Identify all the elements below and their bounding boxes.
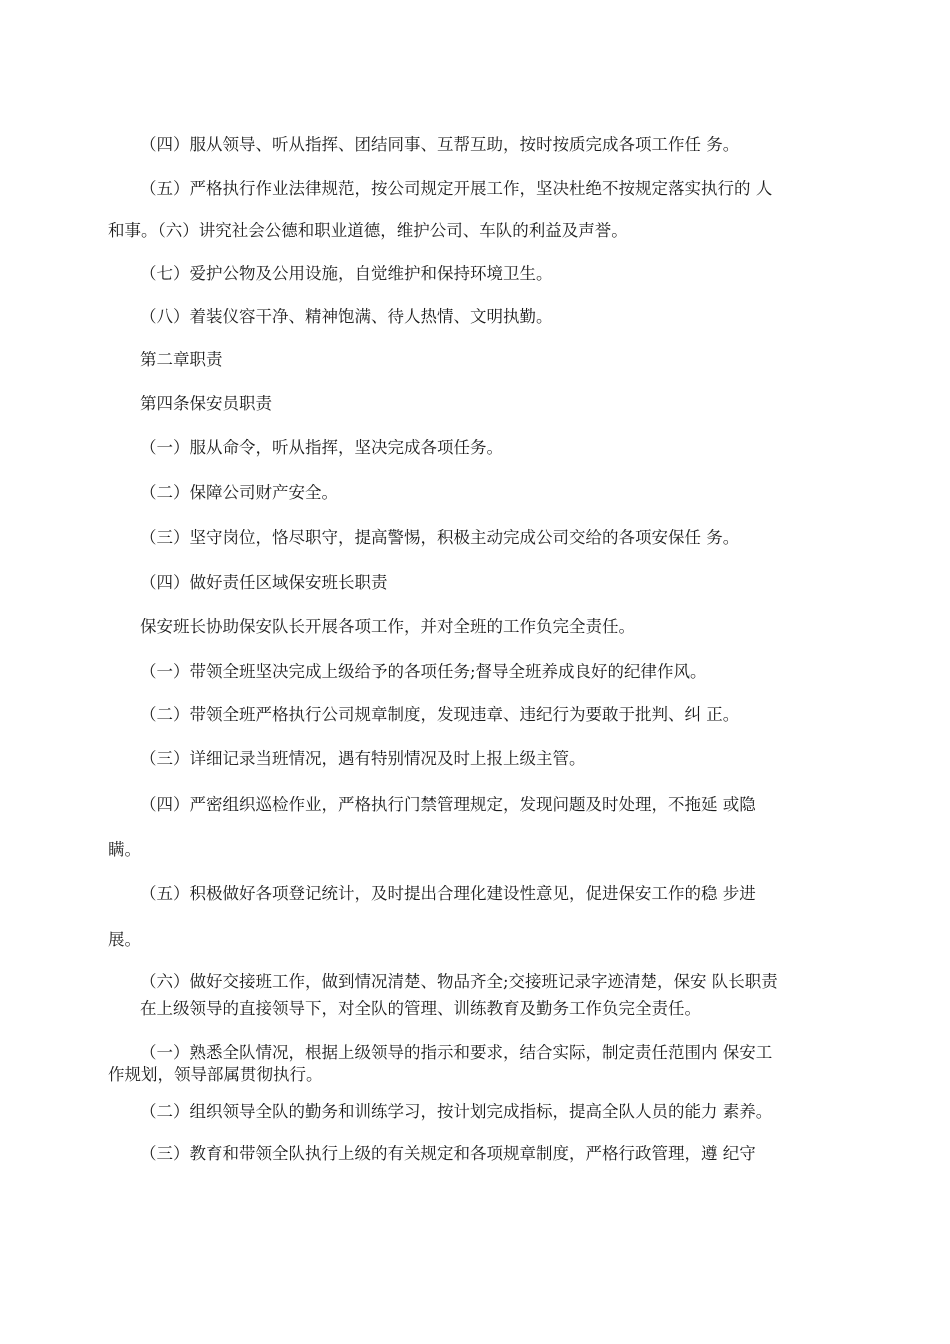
paragraph-line: （一）熟悉全队情况，根据上级领导的指示和要求，结合实际，制定责任范围内 保安工 bbox=[140, 1043, 773, 1062]
paragraph-line: （二）带领全班严格执行公司规章制度，发现违章、违纪行为要敢于批判、纠 正。 bbox=[140, 705, 740, 724]
paragraph-line: 作规划，领导部属贯彻执行。 bbox=[108, 1065, 323, 1084]
paragraph-line: （五）积极做好各项登记统计，及时提出合理化建设性意见，促进保安工作的稳 步进 bbox=[140, 884, 756, 903]
paragraph-line: 瞒。 bbox=[108, 840, 141, 859]
paragraph-line: （三）教育和带领全队执行上级的有关规定和各项规章制度，严格行政管理，遵 纪守 bbox=[140, 1144, 756, 1163]
chapter-heading: 第二章职责 bbox=[140, 350, 223, 369]
paragraph-line: （二）组织领导全队的勤务和训练学习，按计划完成指标，提高全队人员的能力 素养。 bbox=[140, 1102, 773, 1121]
paragraph-line: 在上级领导的直接领导下，对全队的管理、训练教育及勤务工作负完全责任。 bbox=[140, 999, 701, 1018]
paragraph-line: （三）坚守岗位，恪尽职守，提高警惕，积极主动完成公司交给的各项安保任 务。 bbox=[140, 528, 740, 547]
paragraph-line: 和事。（六）讲究社会公德和职业道德，维护公司、车队的利益及声誉。 bbox=[108, 221, 628, 240]
paragraph-line: （二）保障公司财产安全。 bbox=[140, 483, 338, 502]
paragraph-line: （一）服从命令，听从指挥，坚决完成各项任务。 bbox=[140, 438, 503, 457]
paragraph-line: （四）严密组织巡检作业，严格执行门禁管理规定，发现问题及时处理，不拖延 或隐 bbox=[140, 795, 756, 814]
paragraph-line: （一）带领全班坚决完成上级给予的各项任务;督导全班养成良好的纪律作风。 bbox=[140, 662, 707, 681]
paragraph-line: 保安班长协助保安队长开展各项工作，并对全班的工作负完全责任。 bbox=[140, 617, 635, 636]
article-heading: 第四条保安员职责 bbox=[140, 394, 272, 413]
paragraph-line: （七）爱护公物及公用设施，自觉维护和保持环境卫生。 bbox=[140, 264, 553, 283]
paragraph-line: （五）严格执行作业法律规范，按公司规定开展工作，坚决杜绝不按规定落实执行的 人 bbox=[140, 179, 773, 198]
paragraph-line: （六）做好交接班工作，做到情况清楚、物品齐全;交接班记录字迹清楚，保安 队长职责 bbox=[140, 972, 778, 991]
paragraph-line: （三）详细记录当班情况，遇有特别情况及时上报上级主管。 bbox=[140, 749, 586, 768]
paragraph-line: （四）服从领导、听从指挥、团结同事、互帮互助，按时按质完成各项工作任 务。 bbox=[140, 135, 740, 154]
paragraph-line: 展。 bbox=[108, 930, 141, 949]
paragraph-line: （四）做好责任区域保安班长职责 bbox=[140, 573, 388, 592]
paragraph-line: （八）着装仪容干净、精神饱满、待人热情、文明执勤。 bbox=[140, 307, 553, 326]
